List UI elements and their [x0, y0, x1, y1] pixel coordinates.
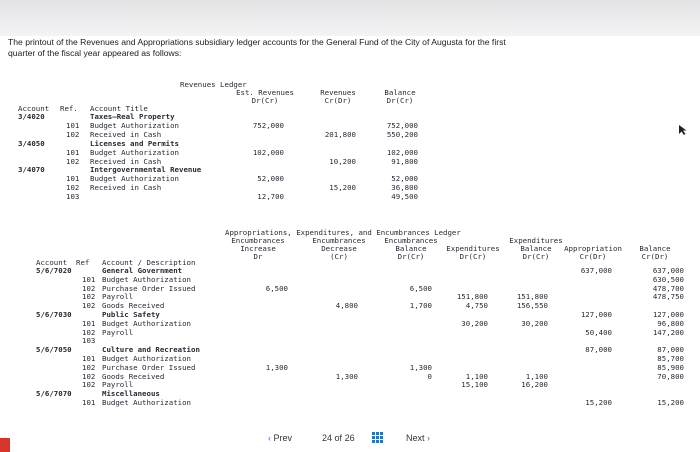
- page-indicator: [322, 433, 355, 443]
- app-cell-desc: Culture and Recreation: [102, 345, 200, 355]
- app-cell-inc: 6,500: [265, 283, 288, 293]
- est-revenues-header-2: Dr(Cr): [251, 96, 279, 105]
- enc-increase-header-2: Increase: [240, 244, 276, 253]
- app-cell-dec: 1,300: [335, 371, 358, 381]
- app-cell-ref: 103: [82, 336, 96, 346]
- app-cell-desc: Goods Received: [102, 371, 165, 381]
- revenues-header-1: Revenues: [320, 88, 356, 97]
- app-cell-desc: Budget Authorization: [102, 318, 191, 328]
- app-cell-bal: 478,750: [652, 292, 684, 302]
- app-cell-appr: 15,200: [585, 398, 612, 407]
- enc-balance-header-1: Encumbrances: [384, 236, 438, 245]
- app-cell-exp: 15,100: [461, 380, 488, 390]
- app-cell-ref: 102: [82, 283, 96, 293]
- app-cell-bal: 87,000: [657, 345, 684, 355]
- problem-intro: [8, 37, 608, 59]
- app-cell-account: 5/6/7030: [36, 310, 72, 319]
- app-cell-desc: Budget Authorization: [102, 354, 191, 363]
- rev-cell-rev: 201,800: [324, 129, 356, 139]
- app-cell-ref: 101: [82, 318, 96, 328]
- app-cell-bal: 70,800: [657, 371, 684, 381]
- approp-balance-header-1: Balance: [639, 244, 671, 253]
- app-cell-xbal: 151,800: [516, 292, 548, 302]
- rev-cell-bal: 550,200: [386, 129, 418, 139]
- appropriation-header-2: Cr(Dr): [579, 252, 607, 261]
- approp-account-header: Account: [36, 258, 68, 267]
- ref-header: Ref.: [60, 104, 78, 113]
- rev-cell-bal: 102,000: [386, 147, 418, 157]
- rev-cell-ref: 102: [66, 129, 80, 139]
- rev-cell-account: 3/4050: [18, 138, 45, 148]
- app-cell-appr: 50,400: [585, 327, 612, 337]
- app-cell-desc: Purchase Order Issued: [102, 362, 196, 372]
- app-cell-bal: 15,200: [657, 398, 684, 407]
- app-cell-ref: 102: [82, 371, 96, 381]
- app-cell-desc: General Government: [102, 266, 183, 275]
- revenues-header-2: Cr(Dr): [324, 96, 352, 105]
- rev-cell-title: Budget Authorization: [90, 120, 179, 130]
- exp-balance-header-3: Dr(Cr): [522, 252, 550, 261]
- app-cell-ref: 102: [82, 301, 96, 311]
- account-title-header: Account Title: [90, 104, 148, 113]
- mouse-pointer-icon: [678, 124, 688, 136]
- rev-cell-title: Received in Cash: [90, 183, 162, 193]
- app-cell-ref: 102: [82, 362, 96, 372]
- app-cell-xbal: 16,200: [521, 380, 548, 390]
- app-cell-account: 5/6/7050: [36, 345, 72, 355]
- app-cell-ebal: 0: [427, 371, 432, 381]
- chevron-right-icon: ›: [427, 433, 431, 443]
- enc-increase-header-3: Dr: [253, 252, 263, 261]
- expenditures-header-2: Dr(Cr): [459, 252, 487, 261]
- est-revenues-header-1: Est. Revenues: [236, 88, 294, 97]
- app-cell-ebal: 1,300: [409, 362, 432, 372]
- app-cell-account: 5/6/7020: [36, 266, 72, 275]
- approp-desc-header: Account / Description: [102, 258, 196, 267]
- revenues-ledger-title: Revenues Ledger: [180, 80, 247, 89]
- enc-increase-header-1: Encumbrances: [231, 236, 285, 245]
- exp-balance-header-2: Balance: [520, 244, 552, 253]
- current-page: 24: [322, 433, 333, 443]
- rev-cell-ref: 102: [66, 156, 80, 166]
- rev-cell-est: 752,000: [252, 120, 284, 130]
- rev-cell-bal: 752,000: [386, 120, 418, 130]
- prev-button[interactable]: [268, 433, 292, 443]
- app-cell-desc: Purchase Order Issued: [102, 283, 196, 293]
- app-cell-bal: 85,700: [657, 354, 684, 363]
- top-bar: [0, 0, 700, 36]
- rev-cell-ref: 101: [66, 120, 80, 130]
- rev-cell-ref: 103: [66, 192, 80, 202]
- app-cell-bal: 630,500: [652, 274, 684, 284]
- app-cell-ref: 102: [82, 380, 96, 390]
- enc-decrease-header-3: (Cr): [330, 252, 348, 261]
- app-cell-desc: Payroll: [102, 292, 134, 302]
- rev-cell-bal: 91,800: [391, 156, 418, 166]
- rev-cell-ref: 101: [66, 174, 80, 184]
- account-header: Account: [18, 104, 50, 113]
- rev-cell-rev: 10,200: [329, 156, 356, 166]
- app-cell-bal: 127,000: [652, 310, 684, 319]
- app-cell-desc: Budget Authorization: [102, 398, 191, 407]
- app-cell-exp: 30,200: [461, 318, 488, 328]
- rev-cell-est: 102,000: [252, 147, 284, 157]
- app-cell-desc: Budget Authorization: [102, 274, 191, 284]
- app-cell-desc: Payroll: [102, 327, 134, 337]
- rev-cell-est: 12,700: [257, 192, 284, 202]
- rev-cell-title: Taxes–Real Property: [90, 112, 175, 121]
- intro-line-2: quarter of the fiscal year appeared as follows:: [8, 48, 182, 58]
- app-cell-bal: 637,000: [652, 266, 684, 275]
- app-cell-bal: 478,700: [652, 283, 684, 293]
- chevron-left-icon: ‹: [268, 433, 271, 443]
- app-cell-appr: 127,000: [580, 310, 612, 319]
- app-cell-ebal: 1,700: [409, 301, 432, 311]
- enc-decrease-header-1: Encumbrances: [312, 236, 366, 245]
- rev-cell-title: Received in Cash: [90, 129, 162, 139]
- approp-balance-header-2: Cr(Dr): [641, 252, 669, 261]
- rev-cell-ref: 101: [66, 147, 80, 157]
- expenditures-header-1: Expenditures: [446, 244, 500, 253]
- appropriation-header-1: Appropriation: [564, 244, 622, 253]
- rev-cell-rev: 15,200: [329, 183, 356, 193]
- enc-decrease-header-2: Decrease: [321, 244, 357, 253]
- exp-balance-header-1: Expenditures: [509, 236, 563, 245]
- app-cell-exp: 4,750: [465, 301, 488, 311]
- rev-cell-est: 52,000: [257, 174, 284, 184]
- intro-line-1: The printout of the Revenues and Appropriations subsidiary ledger accounts for the General Fund of the City of Augusta for the first: [8, 37, 506, 47]
- app-cell-account: 5/6/7070: [36, 389, 72, 399]
- rev-cell-title: Licenses and Permits: [90, 138, 179, 148]
- approp-ref-header: Ref: [76, 258, 90, 267]
- total-pages: 26: [344, 433, 355, 443]
- of-label: of: [334, 433, 343, 443]
- app-cell-appr: 637,000: [580, 266, 612, 275]
- app-cell-desc: Payroll: [102, 380, 134, 390]
- app-cell-ref: 102: [82, 292, 96, 302]
- rev-cell-account: 3/4070: [18, 165, 45, 175]
- app-cell-bal: 96,800: [657, 318, 684, 328]
- app-cell-ref: 101: [82, 398, 96, 407]
- grid-icon[interactable]: [372, 432, 383, 443]
- app-cell-xbal: 1,100: [525, 371, 548, 381]
- rev-cell-account: 3/4020: [18, 112, 45, 121]
- app-cell-ref: 102: [82, 327, 96, 337]
- rev-cell-bal: 36,800: [391, 183, 418, 193]
- rev-cell-bal: 49,500: [391, 192, 418, 202]
- app-cell-desc: Miscellaneous: [102, 389, 160, 399]
- appropriations-ledger-title: Appropriations, Expenditures, and Encumbrances Ledger: [225, 228, 461, 237]
- enc-balance-header-2: Balance: [395, 244, 427, 253]
- app-cell-dec: 4,800: [335, 301, 358, 311]
- app-cell-xbal: 30,200: [521, 318, 548, 328]
- rev-cell-title: Received in Cash: [90, 156, 162, 166]
- app-cell-desc: Public Safety: [102, 310, 160, 319]
- app-cell-exp: 1,100: [465, 371, 488, 381]
- enc-balance-header-3: Dr(Cr): [397, 252, 425, 261]
- app-cell-xbal: 156,550: [516, 301, 548, 311]
- app-cell-inc: 1,300: [265, 362, 288, 372]
- app-cell-exp: 151,800: [456, 292, 488, 302]
- app-cell-ref: 101: [82, 274, 96, 284]
- app-cell-bal: 85,900: [657, 362, 684, 372]
- side-tab[interactable]: [0, 438, 10, 452]
- app-cell-ref: 101: [82, 354, 96, 363]
- rev-cell-title: Intergovernmental Revenue: [90, 165, 202, 175]
- rev-cell-bal: 52,000: [391, 174, 418, 184]
- balance-header-2: Dr(Cr): [386, 96, 414, 105]
- balance-header-1: Balance: [384, 88, 416, 97]
- rev-cell-title: Budget Authorization: [90, 147, 179, 157]
- rev-cell-ref: 102: [66, 183, 80, 193]
- app-cell-ebal: 6,500: [409, 283, 432, 293]
- rev-cell-title: Budget Authorization: [90, 174, 179, 184]
- app-cell-bal: 147,200: [652, 327, 684, 337]
- app-cell-appr: 87,000: [585, 345, 612, 355]
- next-button[interactable]: [406, 433, 430, 443]
- prev-label: Prev: [273, 433, 293, 443]
- next-label: Next: [406, 433, 425, 443]
- app-cell-desc: Goods Received: [102, 301, 165, 311]
